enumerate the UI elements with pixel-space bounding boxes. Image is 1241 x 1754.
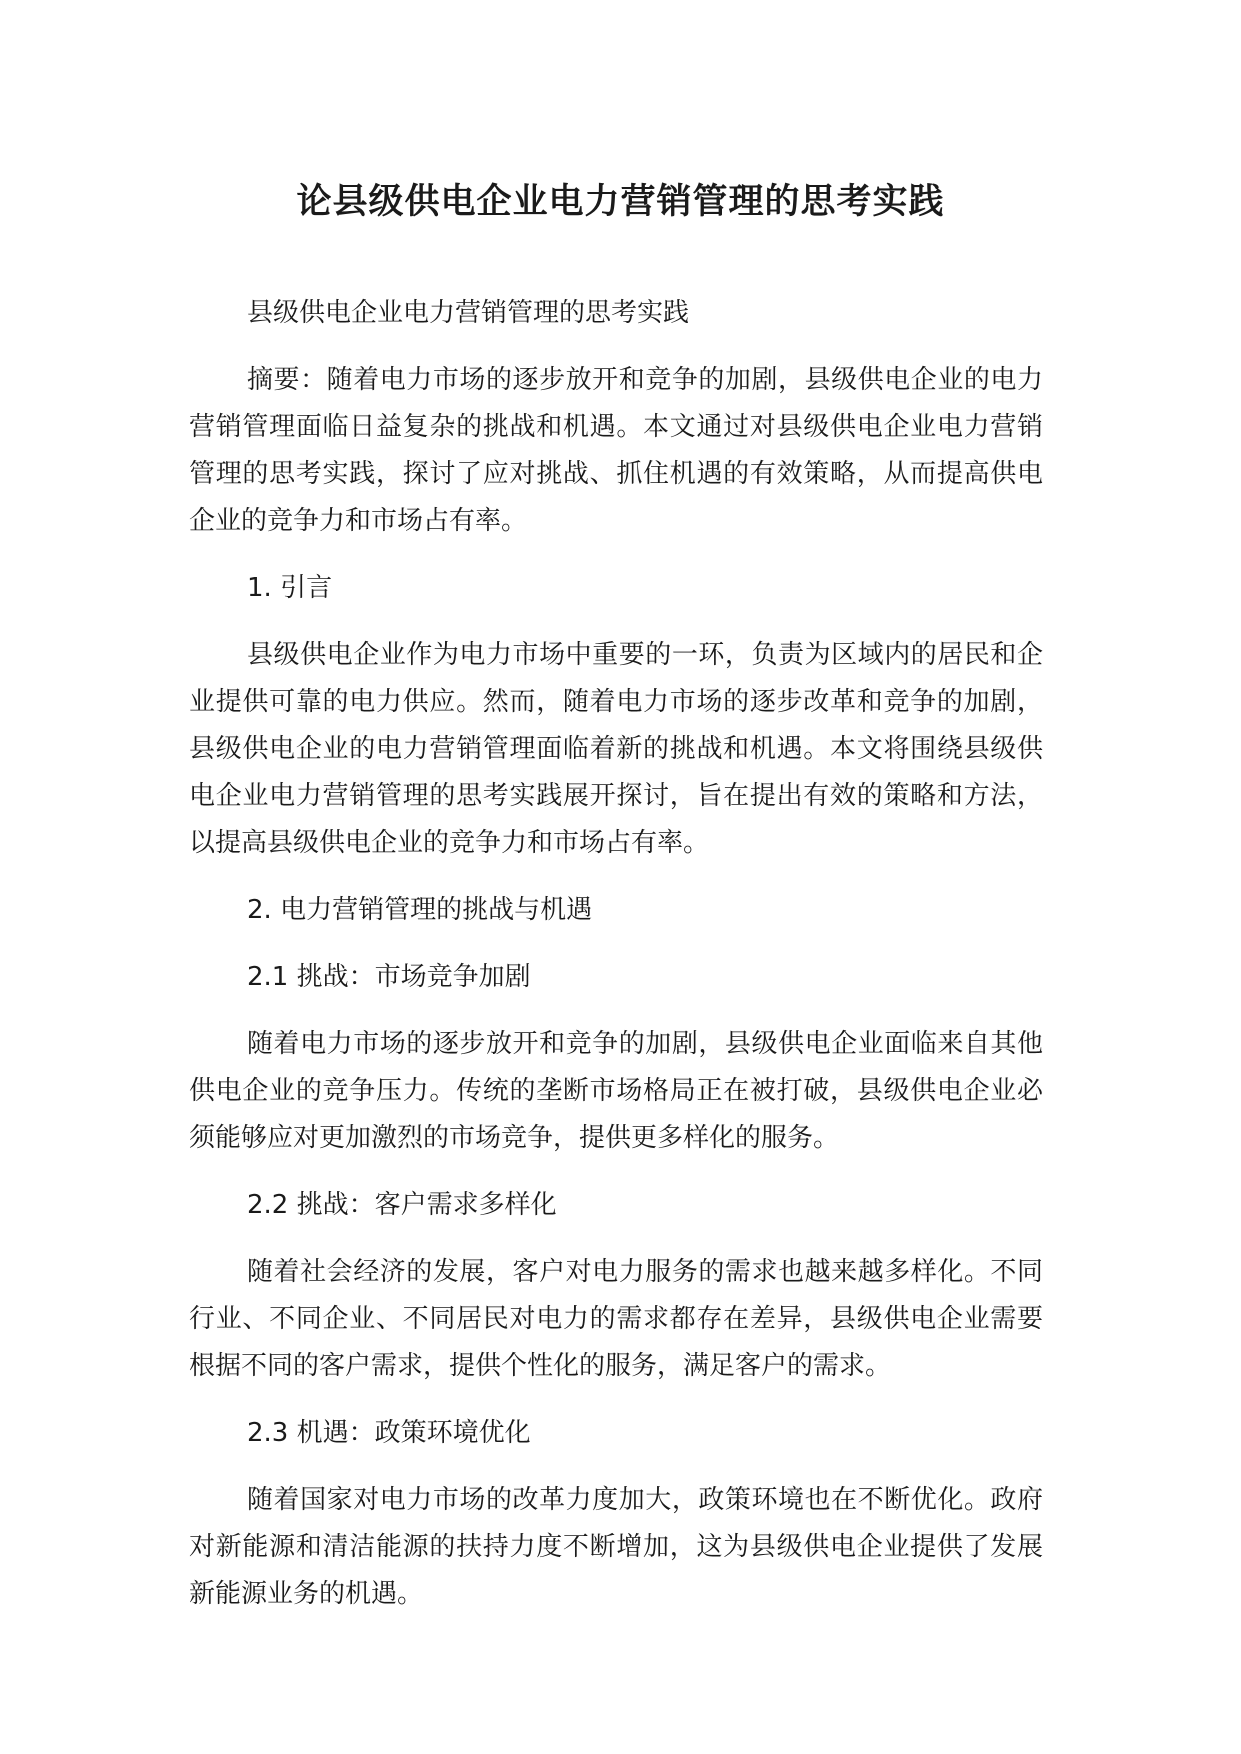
document-title: 论县级供电企业电力营销管理的思考实践: [296, 182, 945, 222]
section-2-heading: 2. 电力营销管理的挑战与机遇: [247, 895, 593, 925]
section-1-paragraph: 县级供电企业作为电力市场中重要的一环，负责为区域内的居民和企业提供可靠的电力供应。然而，随着电力市场的逐步改革和竞争的加剧，县级供电企业的电力营销管理面临着新的挑战和机遇。本文将围绕县级供电企业电力营销管理的思考实践展开探讨，旨在提出有效的策略和方法，以提高县级供电企业的竞争力和市场占有率。: [189, 640, 1043, 858]
document-subtitle: 县级供电企业电力营销管理的思考实践: [247, 298, 690, 328]
section-2-1-heading: 2.1 挑战：市场竞争加剧: [247, 962, 531, 992]
section-2-1-paragraph: 随着电力市场的逐步放开和竞争的加剧，县级供电企业面临来自其他供电企业的竞争压力。传统的垄断市场格局正在被打破，县级供电企业必须能够应对更加激烈的市场竞争，提供更多样化的服务。: [189, 1029, 1043, 1153]
section-2-2-heading: 2.2 挑战：客户需求多样化: [247, 1190, 557, 1220]
section-2-3-heading: 2.3 机遇：政策环境优化: [247, 1418, 531, 1448]
document-body: [189, 290, 1043, 1638]
abstract-paragraph: 摘要：随着电力市场的逐步放开和竞争的加剧，县级供电企业的电力营销管理面临日益复杂的挑战和机遇。本文通过对县级供电企业电力营销管理的思考实践，探讨了应对挑战、抓住机遇的有效策略，从而提高供电企业的竞争力和市场占有率。: [189, 365, 1043, 536]
section-1-heading: 1. 引言: [247, 573, 333, 603]
section-2-3-paragraph: 随着国家对电力市场的改革力度加大，政策环境也在不断优化。政府对新能源和清洁能源的扶持力度不断增加，这为县级供电企业提供了发展新能源业务的机遇。: [189, 1485, 1043, 1609]
section-2-2-paragraph: 随着社会经济的发展，客户对电力服务的需求也越来越多样化。不同行业、不同企业、不同居民对电力的需求都存在差异，县级供电企业需要根据不同的客户需求，提供个性化的服务，满足客户的需求。: [189, 1257, 1043, 1381]
